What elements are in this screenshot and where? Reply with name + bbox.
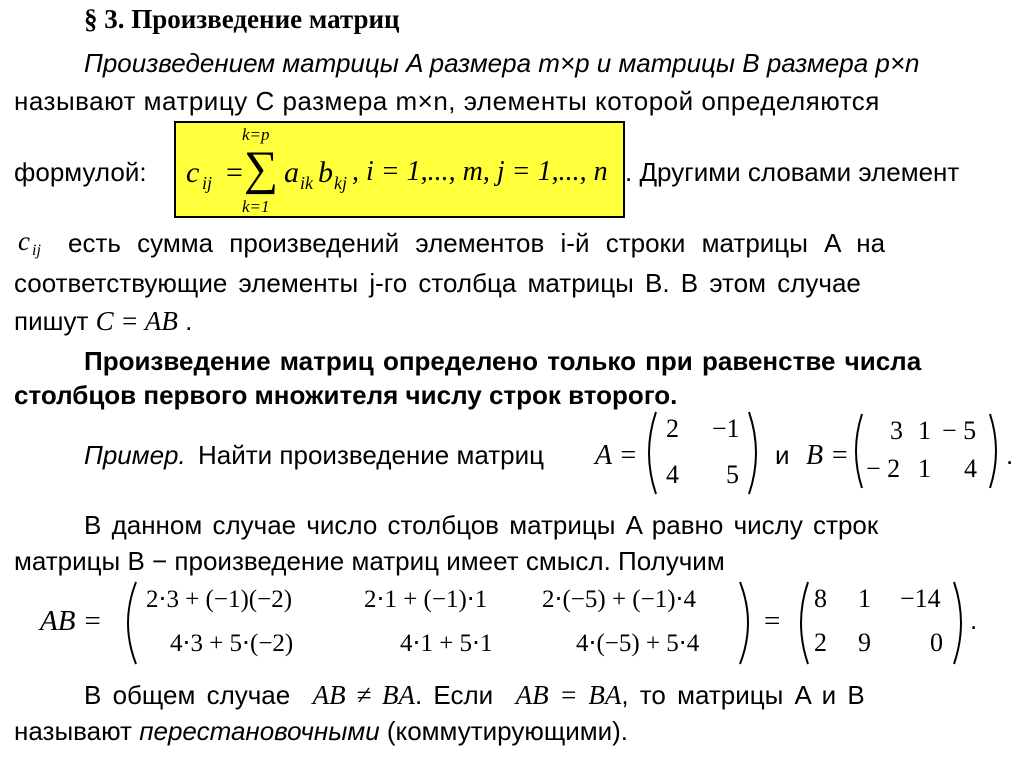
example-end: . (1006, 440, 1014, 470)
expanded-product-matrix (118, 578, 758, 668)
formula-eq: = (226, 156, 243, 189)
result-matrix-cell: −14 (900, 584, 941, 613)
commutative-relation: AB = BA (515, 680, 622, 710)
sum-upper-limit: k=p (242, 125, 270, 144)
matrix-a-cell: 5 (726, 460, 739, 489)
result-matrix-cell: 0 (930, 628, 943, 657)
matrix-b-label: B = (806, 440, 849, 471)
result-matrix-cell: 8 (814, 584, 827, 613)
case-line-2: матрицы B − произведение матриц имеет смысл. Получим (14, 546, 725, 576)
result-matrix-cell: 1 (858, 584, 871, 613)
result-matrix (792, 578, 970, 668)
example-label: Пример. (84, 440, 186, 470)
product-end: . (970, 605, 978, 635)
formula-a: a (284, 156, 299, 189)
result-matrix-cell: 2 (814, 628, 827, 657)
matrix-a-cell: −1 (712, 414, 740, 443)
expanded-product-cell: 2⋅1 + (−1)⋅1 (364, 586, 488, 613)
general-line-2-start: называют (14, 716, 132, 746)
matrix-b-cell: 1 (918, 416, 931, 445)
general-line-1 (84, 680, 865, 711)
formula-b: b (318, 156, 333, 189)
formula-kj: kj (334, 173, 347, 193)
explanation-line-1: есть сумма произведений элементов i-й строки матрицы A на (68, 228, 886, 258)
equation-c-ab: C = AB (95, 306, 178, 336)
section-title: § 3. Произведение матриц (84, 4, 400, 34)
matrix-b-cell: 3 (890, 416, 903, 445)
formula-c: c (186, 156, 200, 189)
formula-box (174, 121, 625, 218)
noncommutative-relation: AB ≠ BA (312, 680, 415, 710)
explanation-line-3-text: пишут (14, 306, 89, 336)
formula-label: формулой: (14, 157, 147, 187)
expanded-product-cell: 2⋅(−5) + (−1)⋅4 (542, 586, 696, 613)
matrix-a-cell: 4 (666, 460, 679, 489)
case-line-1: В данном случае число столбцов матрицы A равно числу строк (84, 510, 879, 540)
matrix-b (848, 410, 1006, 492)
formula-range: , i = 1,..., m, j = 1,..., n (352, 156, 608, 187)
definition-continuation: . Другими словами элемент (625, 157, 960, 187)
product-label: AB = (40, 605, 103, 637)
expanded-product-cell: 2⋅3 + (−1)(−2) (146, 586, 293, 613)
definition-line-1: Произведением матрицы A размера m×p и матрицы B размера p×n (84, 48, 920, 78)
matrix-a (640, 408, 765, 498)
matrix-b-cell: 1 (918, 454, 931, 483)
example-and: и (775, 440, 790, 470)
example-text: Найти произведение матриц (198, 440, 545, 470)
expanded-product-cell: 4⋅(−5) + 5⋅4 (576, 630, 700, 657)
element-ij: ij (32, 242, 41, 259)
explanation-line-3 (14, 306, 192, 337)
general-text-2: . Если (414, 680, 494, 710)
sigma-symbol: ∑ (244, 142, 279, 195)
explanation-line-2: соответствующие элементы j-го столбца матрицы B. В этом случае (14, 268, 861, 298)
general-line-2-end: (коммутирующими). (386, 716, 629, 746)
result-matrix-cell: 9 (858, 628, 871, 657)
general-text-3: , то матрицы A и B (621, 680, 865, 710)
explanation-line-3-end: . (185, 306, 193, 336)
matrix-a-cell: 2 (666, 414, 679, 443)
commuting-term: перестановочными (139, 716, 380, 746)
matrix-b-cell: − 2 (866, 454, 901, 483)
product-equals: = (764, 605, 781, 637)
matrix-a-label: A = (595, 440, 638, 471)
expanded-product-cell: 4⋅1 + 5⋅1 (400, 630, 493, 657)
formula-ik: ik (300, 173, 313, 193)
definition-line-2: называют матрицу C размера m×n, элементы которой определяются (14, 86, 880, 116)
sum-lower-limit: k=1 (242, 197, 270, 216)
element-c: c (18, 226, 30, 256)
matrix-a-brackets (640, 408, 765, 498)
rule-line-1: Произведение матриц определено только при равенстве числа (84, 346, 922, 376)
formula-ij: ij (202, 173, 213, 193)
expanded-product-cell: 4⋅3 + 5⋅(−2) (170, 630, 294, 657)
matrix-b-cell: − 5 (942, 416, 977, 445)
general-text-1: В общем случае (84, 680, 291, 710)
general-line-2 (14, 716, 628, 747)
matrix-b-cell: 4 (964, 454, 977, 483)
rule-line-2: столбцов первого множителя числу строк второго. (14, 380, 678, 410)
